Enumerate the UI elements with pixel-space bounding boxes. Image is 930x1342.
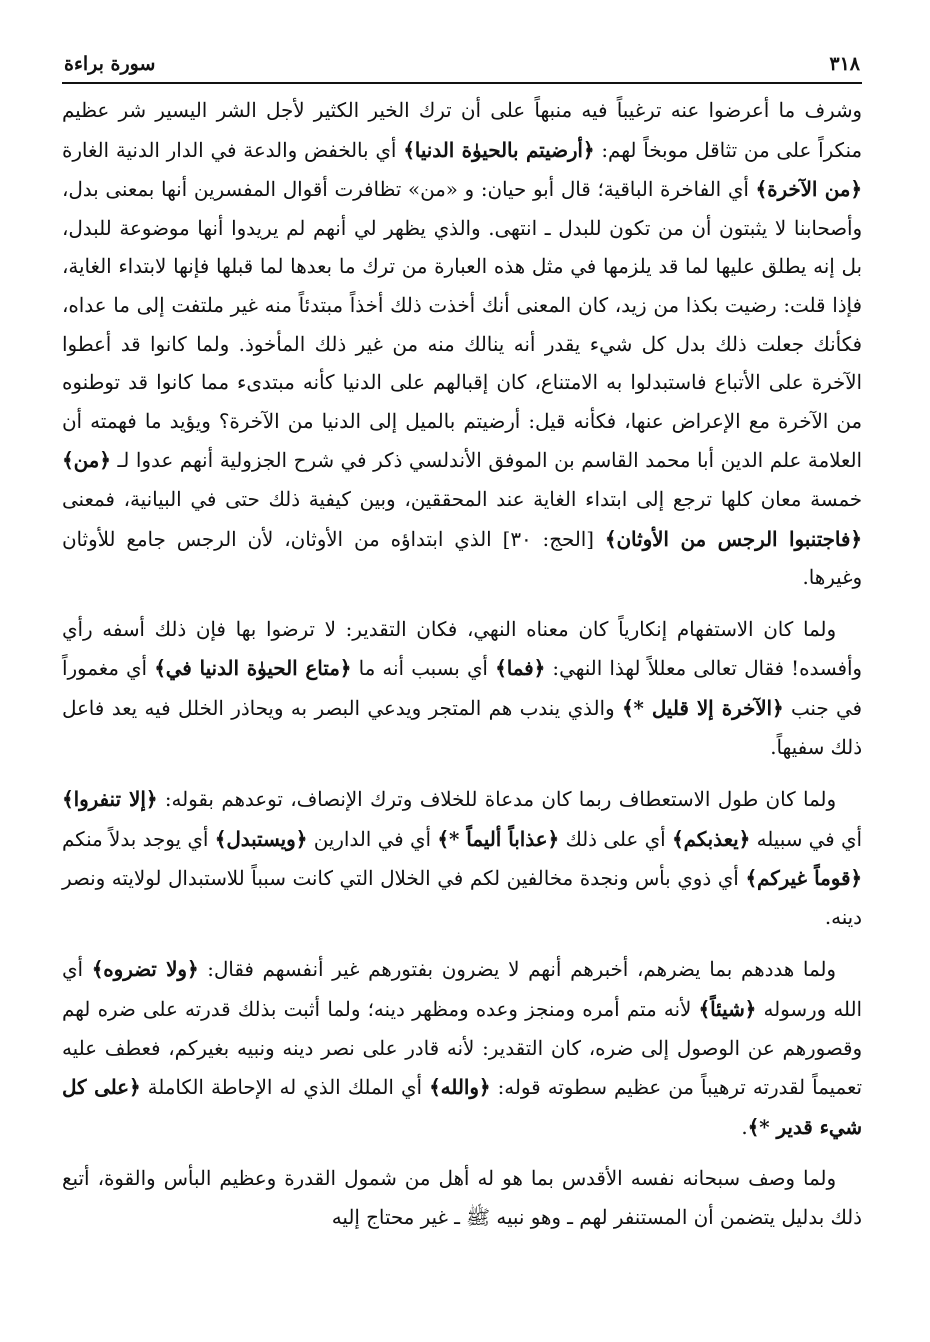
page-header <box>62 52 862 82</box>
text-run: أي ذوي بأس ونجدة مخالفين لكم في الخلال التي كانت سبباً للاستبدال لولايته ونصر دينه. <box>62 867 862 929</box>
quran-quote: ﴿الآخرة إلا قليل *﴾ <box>621 695 784 720</box>
page-number: ٣١٨ <box>829 53 860 75</box>
text-run: أي في سبيله <box>750 827 863 851</box>
quran-quote: ﴿فاجتنبوا الرجس من الأوثان﴾ <box>604 526 862 551</box>
text-run: خمسة معان كلها ترجع إلى ابتداء الغاية عند المحققين، وبين كيفية ذلك حتى في البيانية، فمعنى <box>62 487 862 511</box>
text-run: . <box>741 1115 748 1139</box>
quran-quote: ﴿شيئاً﴾ <box>698 997 757 1022</box>
text-run: وشرف ما أعرضوا عنه ترغيباً فيه منبهاً على أن ترك الخير الكثير لأجل الشر اليسير شر عظيم منكراً على من تثاقل موبخاً لهم: <box>62 99 863 162</box>
text-run: لأنه متم أمره ومنجز وعده ومظهر دينه؛ ولما أثبت بذلك قدرته على ضره لهم وقصورهم عن الوصول إلى ضره، كان التقدير: لأنه قادر على نصر دينه ونبيه بغيركم، فعطف عليه تعميماً لقدرته ترهيباً من عظيم سطوته قوله: <box>62 998 862 1100</box>
paragraph-5 <box>62 1160 862 1237</box>
text-run: ولما كان الاستفهام إنكارياً كان معناه النهي، فكان التقدير: لا ترضوا بها فإن ذلك أسفه رأي وأفسده! فقال تعالى معللاً لهذا النهي: <box>62 617 862 681</box>
quran-quote: ﴿متاع الحيوٰة الدنيا في﴾ <box>154 656 352 681</box>
text-run: [الحج: ٣٠] الذي ابتداؤه من الأوثان، لأن الرجس جامع للأوثان وغيرها. <box>62 527 862 590</box>
quran-quote: ﴿ويستبدل﴾ <box>214 826 308 851</box>
text-run: أي على ذلك <box>559 827 672 851</box>
quran-quote: ﴿والله﴾ <box>429 1075 491 1100</box>
text-run: ولما وصف سبحانه نفسه الأقدس بما هو له أهل من شمول القدرة وعظيم البأس والقوة، أتبع ذلك بدليل يتضمن أن المستنفر لهم ـ وهو نبيه ﷺ ـ غير محتاج إليه <box>62 1167 862 1230</box>
text-run: أي يوجد بدلاً منكم <box>62 827 215 851</box>
quran-quote: ﴿أرضيتم بالحيوٰة الدنيا﴾ <box>403 137 595 162</box>
paragraph-3 <box>62 780 862 937</box>
text-run: ولما كان طول الاستعطاف ربما كان مدعاة للخلاف وترك الإنصاف، توعدهم بقوله: <box>157 788 836 812</box>
text-run: والذي يندب هم المتجر ويدعي البصر به ويحاذر الخلل فيه يعد فاعل ذلك سفيهاً. <box>62 696 862 759</box>
text-run: أي بالخفض والدعة في الدار الدنية الغارة <box>62 138 404 162</box>
text-run: أي الملك الذي له الإحاطة الكاملة <box>140 1076 430 1100</box>
quran-quote: ﴿قوماً غيركم﴾ <box>745 866 862 891</box>
quran-quote: ﴿عذاباً أليماً *﴾ <box>437 826 560 851</box>
header-rule <box>62 82 862 84</box>
text-run: أي الله ورسوله <box>62 958 862 1022</box>
quran-quote: ﴿من﴾ <box>62 448 111 473</box>
text-run: أي الفاخرة الباقية؛ قال أبو حيان: و «من» تظافرت أقوال المفسرين أنها بمعنى بدل، وأصحابنا لا يثبتون أن من تكون للبدل ـ انتهى. والذي يظهر لي أنهم لم يريدوا أنها موضوعة للبدل، بل إنه يطلق عليها لما قد يلزمها في مثل هذه العبارة من ترك ما بعدها لما قبلها فإنها لابتداء الغاية، فإذا قلت: رضيت بكذا من زيد، كان المعنى أنك أخذت ذلك أخذاً مبتدئاً منه غير ملتفت إلى ما عداه، فكأنك جعلت ذلك بدل كل شيء يقدر أنه ينالك منه من غير ذلك المأخوذ. ولما كانوا قد أعطوا الآخرة على الأتباع فاستبدلوا به الامتناع، كان إقبالهم على الدنيا كأنه مبتدىء مما كانوا قد توطنوه من الآخرة مع الإعراض عنها، فكأنه قيل: أرضيتم بالميل إلى الدنيا من الآخرة؟ ويؤيد ما فهمته أن العلامة علم الدين أبا محمد القاسم بن الموفق الأندلسي ذكر في شرح الجزولية أنهم عدوا لـ <box>62 178 862 473</box>
paragraph-4 <box>62 950 862 1147</box>
quran-quote: ﴿على كل شيء قدير *﴾ <box>62 1075 862 1139</box>
quran-quote: ﴿إلا تنفروا﴾ <box>62 787 158 812</box>
surah-name: سورة براءة <box>64 53 156 75</box>
text-run: أي مغموراً في جنب <box>62 657 862 720</box>
quran-quote: ﴿ولا تضروه﴾ <box>91 957 199 982</box>
quran-quote: ﴿يعذبكم﴾ <box>672 826 751 851</box>
paragraph-2 <box>62 611 862 767</box>
quran-quote: ﴿من الآخرة﴾ <box>755 177 862 202</box>
paragraph-1 <box>62 92 862 598</box>
quran-quote: ﴿فما﴾ <box>495 656 546 681</box>
text-run: أي بسبب أنه ما <box>351 657 496 681</box>
text-run: ولما هددهم بما يضرهم، أخبرهم أنهم لا يضرون بفتورهم غير أنفسهم فقال: <box>198 958 836 982</box>
text-run: أي في الدارين <box>307 827 438 851</box>
